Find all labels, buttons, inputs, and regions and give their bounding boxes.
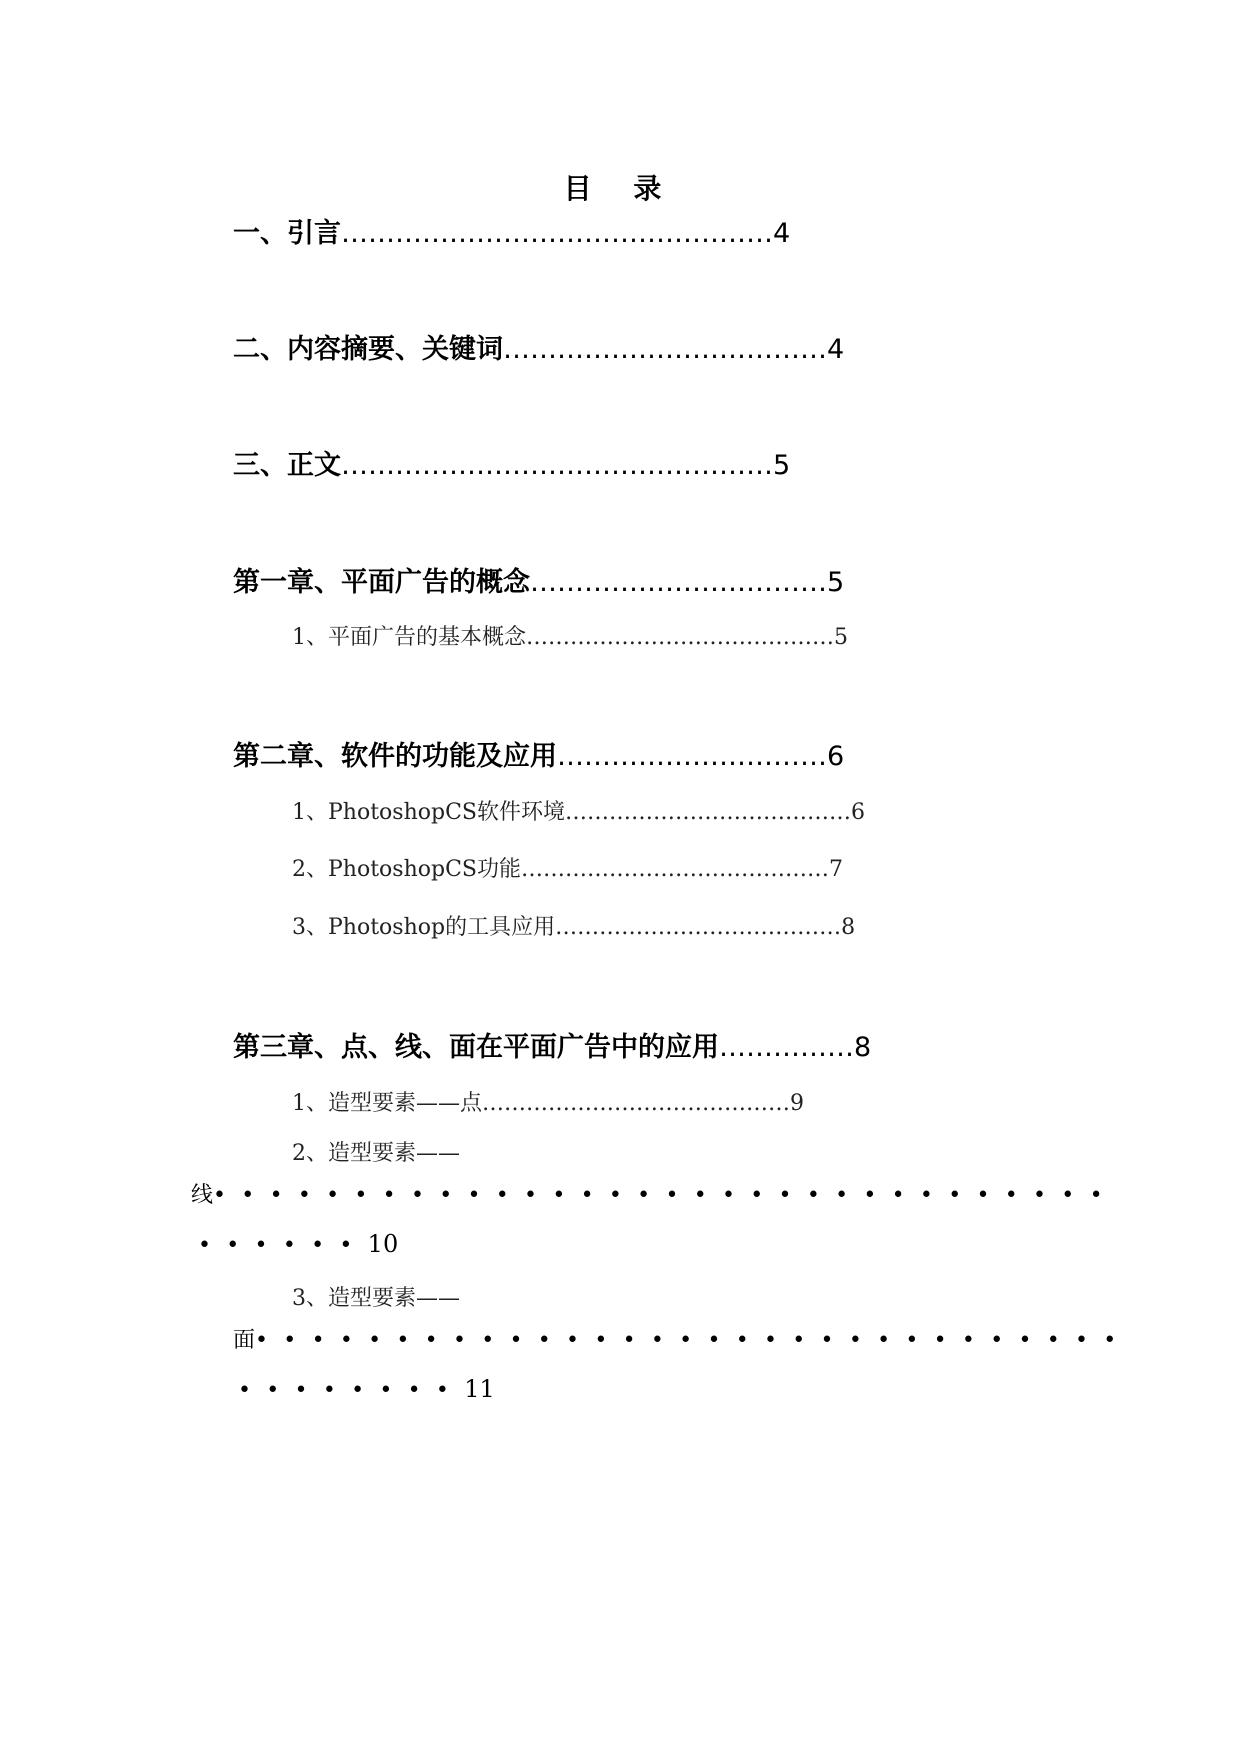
toc-title: 目 录: [563, 172, 678, 205]
toc-entry-label: 第一章、平面广告的概念: [233, 567, 530, 598]
toc-entry-label: 一、引言: [233, 218, 341, 249]
toc-page-number: 5: [827, 567, 845, 598]
toc-entry-chapter-2[interactable]: [233, 734, 844, 773]
toc-leader: ••••••: [198, 1233, 368, 1258]
toc-entry-label: 1、PhotoshopCS软件环境: [292, 800, 565, 825]
toc-leader: •••••••••••••••••••••••••••••••: [255, 1328, 1132, 1353]
toc-entry-introduction[interactable]: [233, 211, 790, 250]
toc-entry-chapter-3-section-3[interactable]: [292, 1281, 460, 1312]
toc-entry-chapter-3-section-2-page-line[interactable]: [198, 1230, 398, 1258]
toc-entry-label: 3、Photoshop的工具应用: [292, 915, 556, 940]
toc-entry-chapter-1[interactable]: [233, 560, 844, 599]
toc-leader: ••••••••••••••••••••••••••••••••: [213, 1183, 1118, 1208]
toc-leader: …………………………………………: [341, 218, 773, 249]
toc-entry-label: 1、造型要素——点: [292, 1091, 482, 1116]
toc-page-number: 7: [829, 857, 843, 882]
toc-page-number: 6: [827, 741, 845, 772]
toc-page-number: 10: [367, 1230, 399, 1258]
toc-entry-label: 2、造型要素——: [292, 1141, 460, 1166]
toc-leader: …………………………………: [565, 800, 851, 825]
toc-entry-abstract[interactable]: [233, 327, 844, 366]
toc-entry-label: 第三章、点、线、面在平面广告中的应用: [233, 1032, 719, 1063]
toc-entry-chapter-3-section-2[interactable]: [292, 1136, 460, 1167]
toc-entry-chapter-2-section-3[interactable]: [292, 910, 855, 941]
toc-page-number: 11: [464, 1375, 495, 1403]
toc-entry-chapter-1-section-1[interactable]: [292, 620, 848, 651]
toc-entry-chapter-3-section-3-continued[interactable]: [233, 1323, 1132, 1354]
toc-page-number: 8: [854, 1032, 872, 1063]
toc-entry-chapter-3-section-1[interactable]: [292, 1086, 804, 1117]
toc-entry-chapter-3-section-2-continued[interactable]: [191, 1178, 1118, 1209]
toc-leader: ……………………………………: [526, 625, 834, 650]
toc-entry-chapter-3[interactable]: [233, 1025, 871, 1064]
toc-leader: …………………………………………: [341, 450, 773, 481]
toc-entry-continuation-char: 面: [233, 1328, 256, 1353]
toc-page-number: 6: [851, 800, 865, 825]
toc-entry-label: 1、平面广告的基本概念: [292, 625, 526, 650]
toc-entry-label: 2、PhotoshopCS功能: [292, 857, 521, 882]
toc-page-number: 8: [841, 915, 856, 940]
toc-entry-continuation-char: 线: [191, 1183, 214, 1208]
toc-leader: …………………………: [557, 741, 827, 772]
toc-entry-label: 三、正文: [233, 450, 341, 481]
toc-entry-body[interactable]: [233, 443, 790, 482]
toc-entry-chapter-3-section-3-page-line[interactable]: [238, 1375, 495, 1403]
toc-leader: …………………………………: [555, 915, 842, 940]
toc-entry-chapter-2-section-2[interactable]: [292, 852, 843, 883]
toc-entry-label: 3、造型要素——: [292, 1286, 460, 1311]
toc-page-number: 4: [773, 218, 791, 249]
toc-leader: ……………………………: [530, 567, 827, 598]
toc-leader: ………………………………: [503, 334, 827, 365]
toc-page-number: 4: [827, 334, 845, 365]
toc-leader: ••••••••: [238, 1378, 465, 1403]
toc-entry-label: 二、内容摘要、关键词: [233, 334, 503, 365]
toc-page-number: 9: [790, 1091, 804, 1116]
toc-leader: ……………………………………: [521, 857, 829, 882]
toc-page-number: 5: [834, 625, 848, 650]
toc-leader: ……………: [719, 1032, 854, 1063]
toc-entry-label: 第二章、软件的功能及应用: [233, 741, 557, 772]
toc-entry-chapter-2-section-1[interactable]: [292, 795, 865, 826]
toc-leader: ……………………………………: [482, 1091, 790, 1116]
toc-page-number: 5: [773, 450, 791, 481]
